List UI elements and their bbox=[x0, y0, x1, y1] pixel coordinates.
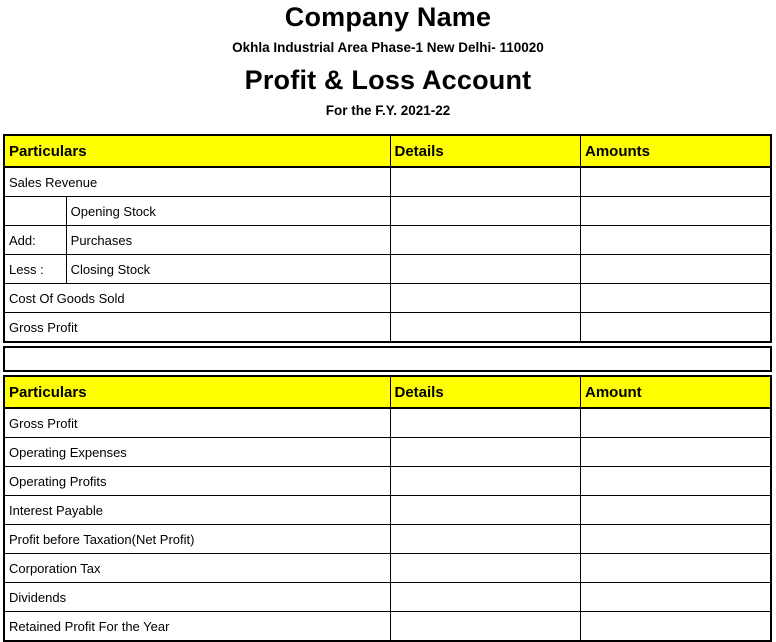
table-row bbox=[4, 525, 771, 554]
statement-title: Profit & Loss Account bbox=[244, 65, 532, 95]
row-particulars-label: Opening Stock bbox=[66, 197, 390, 226]
row-details-value[interactable] bbox=[390, 167, 580, 197]
table-row bbox=[4, 313, 771, 343]
row-particulars-label: Retained Profit For the Year bbox=[4, 612, 390, 642]
profit-loss-header-row bbox=[4, 376, 771, 408]
row-amount-value[interactable] bbox=[580, 167, 771, 197]
row-details-value[interactable] bbox=[390, 525, 580, 554]
pl-header-amount: Amount bbox=[580, 376, 771, 408]
company-name: Company Name bbox=[284, 2, 492, 32]
row-amount-value[interactable] bbox=[580, 255, 771, 284]
row-details-value[interactable] bbox=[390, 226, 580, 255]
row-particulars-label: Purchases bbox=[66, 226, 390, 255]
profit-loss-table bbox=[3, 375, 772, 642]
table-row bbox=[4, 255, 771, 284]
table-row bbox=[4, 226, 771, 255]
row-amount-value[interactable] bbox=[580, 467, 771, 496]
row-amount-value[interactable] bbox=[580, 525, 771, 554]
row-particulars-label: Gross Profit bbox=[4, 408, 390, 438]
row-details-value[interactable] bbox=[390, 284, 580, 313]
row-details-value[interactable] bbox=[390, 313, 580, 343]
table-row bbox=[4, 496, 771, 525]
row-amount-value[interactable] bbox=[580, 612, 771, 642]
row-particulars-label: Profit before Taxation(Net Profit) bbox=[4, 525, 390, 554]
table-row bbox=[4, 167, 771, 197]
trading-header-amount: Amounts bbox=[580, 135, 771, 167]
row-particulars-label: Corporation Tax bbox=[4, 554, 390, 583]
row-details-value[interactable] bbox=[390, 612, 580, 642]
table-spacer-row bbox=[3, 346, 772, 372]
trading-account-header-row bbox=[4, 135, 771, 167]
row-details-value[interactable] bbox=[390, 438, 580, 467]
row-details-value[interactable] bbox=[390, 467, 580, 496]
row-amount-value[interactable] bbox=[580, 284, 771, 313]
row-prefix-label: Add: bbox=[4, 226, 66, 255]
table-row bbox=[4, 408, 771, 438]
financial-year-period: For the F.Y. 2021-22 bbox=[325, 103, 451, 118]
row-amount-value[interactable] bbox=[580, 554, 771, 583]
pl-header-details: Details bbox=[390, 376, 580, 408]
table-row bbox=[4, 284, 771, 313]
row-amount-value[interactable] bbox=[580, 197, 771, 226]
table-row bbox=[4, 467, 771, 496]
table-row bbox=[4, 583, 771, 612]
document-header bbox=[0, 0, 776, 120]
trading-header-particulars: Particulars bbox=[4, 135, 390, 167]
row-details-value[interactable] bbox=[390, 583, 580, 612]
trading-account-body bbox=[4, 167, 771, 342]
row-amount-value[interactable] bbox=[580, 496, 771, 525]
row-particulars-label: Dividends bbox=[4, 583, 390, 612]
row-particulars-label: Sales Revenue bbox=[4, 167, 390, 197]
row-particulars-label: Gross Profit bbox=[4, 313, 390, 343]
trading-account-table bbox=[3, 134, 772, 343]
profit-loss-body bbox=[4, 408, 771, 641]
row-particulars-label: Cost Of Goods Sold bbox=[4, 284, 390, 313]
trading-header-details: Details bbox=[390, 135, 580, 167]
row-amount-value[interactable] bbox=[580, 438, 771, 467]
table-row bbox=[4, 197, 771, 226]
row-details-value[interactable] bbox=[390, 554, 580, 583]
ledger-tables-container bbox=[3, 134, 772, 642]
row-amount-value[interactable] bbox=[580, 583, 771, 612]
row-prefix-label bbox=[4, 197, 66, 226]
row-prefix-label: Less : bbox=[4, 255, 66, 284]
spacer-cell bbox=[4, 347, 771, 371]
row-details-value[interactable] bbox=[390, 408, 580, 438]
row-amount-value[interactable] bbox=[580, 313, 771, 343]
row-amount-value[interactable] bbox=[580, 226, 771, 255]
pl-header-particulars: Particulars bbox=[4, 376, 390, 408]
table-row bbox=[4, 438, 771, 467]
row-details-value[interactable] bbox=[390, 197, 580, 226]
table-row bbox=[4, 554, 771, 583]
row-particulars-label: Closing Stock bbox=[66, 255, 390, 284]
row-particulars-label: Interest Payable bbox=[4, 496, 390, 525]
table-row bbox=[4, 612, 771, 642]
company-address: Okhla Industrial Area Phase-1 New Delhi- 110020 bbox=[232, 40, 544, 55]
row-particulars-label: Operating Profits bbox=[4, 467, 390, 496]
row-details-value[interactable] bbox=[390, 255, 580, 284]
row-details-value[interactable] bbox=[390, 496, 580, 525]
row-particulars-label: Operating Expenses bbox=[4, 438, 390, 467]
row-amount-value[interactable] bbox=[580, 408, 771, 438]
